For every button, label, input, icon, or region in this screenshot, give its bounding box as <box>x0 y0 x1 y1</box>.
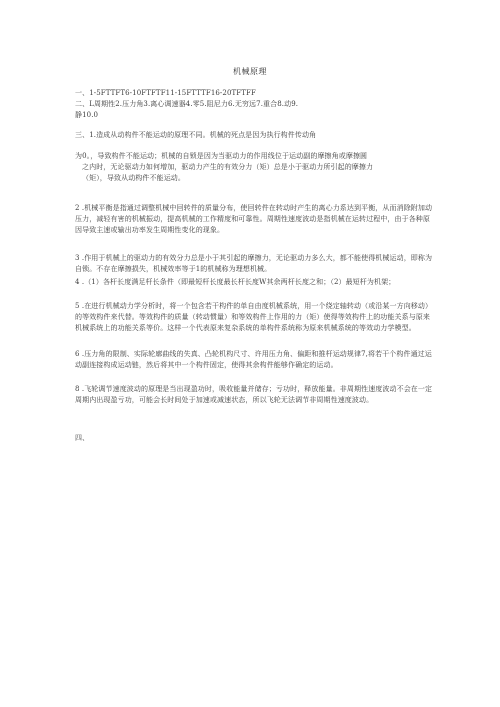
item-4-paragraph <box>75 277 433 288</box>
item-8-paragraph <box>75 384 433 406</box>
answer-line-3d: （矩），导致从动构件不能运动。 <box>82 174 185 183</box>
item-3-paragraph <box>75 253 433 275</box>
answer-line-3b: 为0。，导致构件不能运动；机械的自锁是因为当驱动力的作用线位于运动副的摩擦角或摩擦圆 <box>75 152 368 160</box>
section3-body <box>75 151 433 185</box>
item-6-paragraph <box>75 349 433 371</box>
item-5-text: 5 .在进行机械动力学分析时，将一个包含若干构件的单自由度机械系统，用一个绕定轴转动（或沿某一方向移动）的等效构件来代替。等效构件的质量（转动惯量）和等效构件上作用的力（矩）使得等效构件上的功能关系与原来机械系统上的功能关系等价。这样一个代表原来复杂系统的单构件系统称为原来机械系统的等效动力学模型。 <box>75 302 433 333</box>
section-4-heading <box>75 433 433 444</box>
item-8-text: 8 .飞轮调节速度波动的原理是当出现盈功时，吸收能量并储存；亏功时，释放能量。非周期性速度波动不会在一定周期内出现盈亏功，可能会长时间处于加速或减速状态，所以飞轮无法调节非周期性速度波动。 <box>75 385 433 405</box>
answer-line-3a: 三、1.造成从动构件不能运动的原理不同。机械的死点是因为执行构件传动角 <box>75 131 317 139</box>
answer-line-2a: 二、L周期性2.压力角3.离心调速器4.零5.阻尼力6.无穷远7.重合8.动9. <box>75 100 299 109</box>
answer-line-1: 一、1-5FTTFT6-10FTFTF11-15FTTTF16-20TFTFF <box>75 89 256 97</box>
section-4-label: 四、 <box>75 434 90 442</box>
answers-block <box>75 88 433 122</box>
item-4-text: 4 .（1）各杆长度满足杆长条件（即最短杆长度最长杆长度W其余两杆长度之和；（2）最短杆为机架； <box>75 278 396 286</box>
item-2-paragraph <box>75 203 433 237</box>
item-6-text: 6 .压力角的限制、实际轮廓曲线的失真、凸轮机构尺寸、许用压力角、偏距和推杆运动规律7,将若干个构件通过运动副连接构成运动链，然后将其中一个构件固定，使得其余构件能够作确定的运动。 <box>75 350 432 370</box>
item-5-paragraph <box>75 301 433 335</box>
answer-line-3c: 之内时，无论驱动力如何增加，驱动力产生的有效分力（矩）总是小于驱动力所引起的摩擦力 <box>82 163 374 172</box>
item-2-text: 2 .机械平衡是指通过调整机械中回转件的质量分布，使回转件在转动时产生的离心力系达到平衡，从而消除附加动压力，减轻有害的机械振动，提高机械的工作精度和可靠性。周期性速度波动是指机械在运转过程中，由于各种原因导致主速或输出功率发生周期性变化的现象。 <box>75 204 433 235</box>
answer-line-2b: 静10.0 <box>75 111 99 120</box>
document-title: 机械原理 <box>233 67 267 76</box>
section3-intro <box>75 130 433 141</box>
item-3-text: 3 .作用于机械上的驱动力的有效分力总是小于其引起的摩擦力，无论驱动力多么大，都不能使得机械运动，即称为自锁。不存在摩擦损失，机械效率等于1的机械称为理想机械。 <box>75 254 433 274</box>
